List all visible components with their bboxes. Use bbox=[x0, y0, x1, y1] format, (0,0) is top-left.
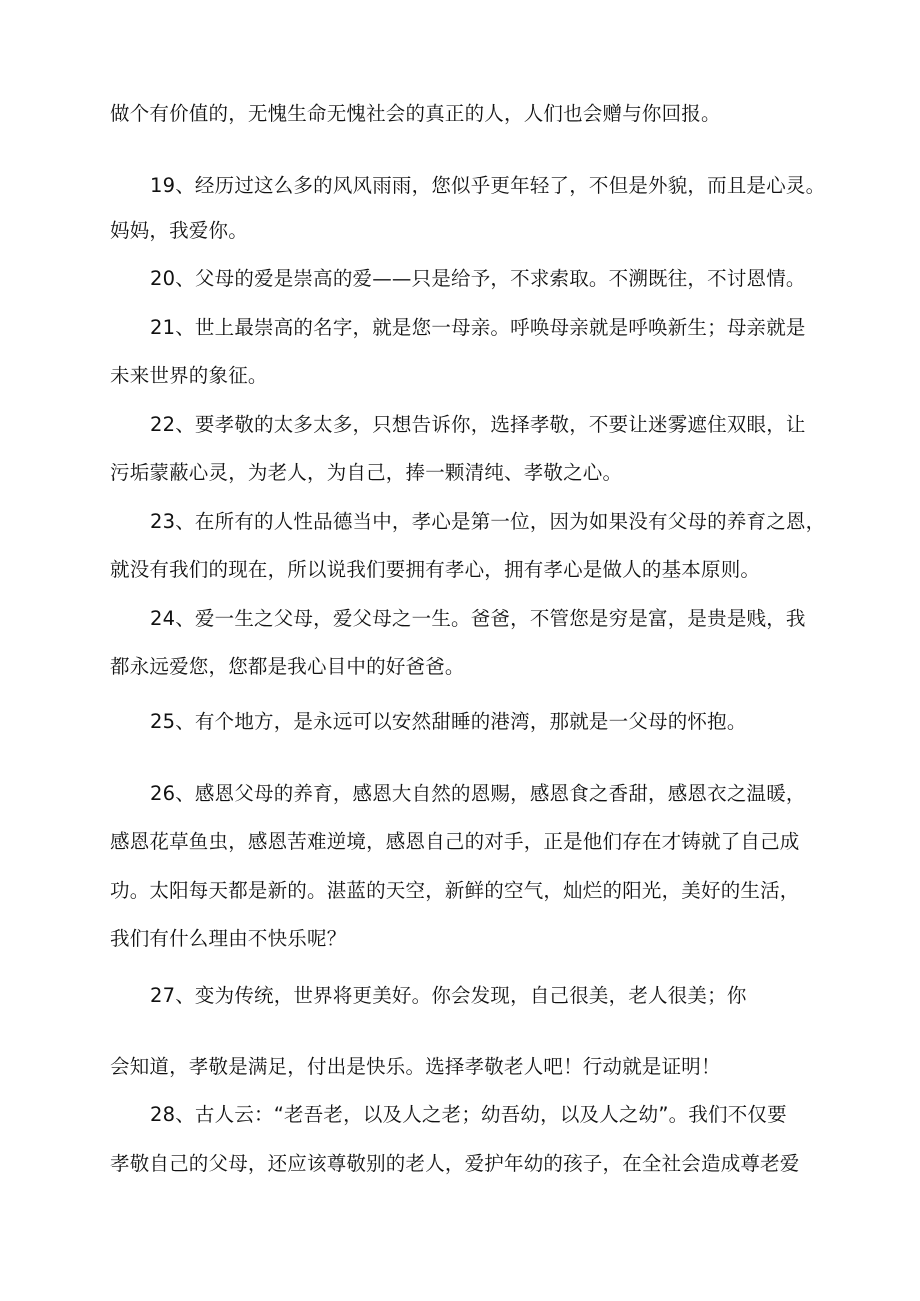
text-line: 感恩花草鱼虫，感恩苦难逆境，感恩自己的对手，正是他们存在才铸就了自己成 bbox=[110, 830, 800, 853]
text-line: 19、经历过这么多的风风雨雨，您似乎更年轻了，不但是外貌，而且是心灵。 bbox=[150, 174, 826, 197]
text-line: 我们有什么理由不快乐呢？ bbox=[110, 927, 347, 950]
text-line: 孝敬自己的父母，还应该尊敬别的老人，爱护年幼的孩子，在全社会造成尊老爱 bbox=[110, 1152, 800, 1175]
text-line: 20、父母的爱是崇高的爱——只是给予，不求索取。不溯既往，不讨恩情。 bbox=[150, 267, 806, 290]
text-line: 污垢蒙蔽心灵，为老人，为自己，捧一颗清纯、孝敬之心。 bbox=[110, 461, 623, 484]
text-line: 24、爱一生之父母，爱父母之一生。爸爸，不管您是穷是富，是贵是贱，我 bbox=[150, 607, 806, 630]
text-line: 功。太阳每天都是新的。湛蓝的天空，新鲜的空气，灿烂的阳光，美好的生活， bbox=[110, 879, 800, 902]
text-line: 28、古人云：“老吾老，以及人之老；幼吾幼，以及人之幼”。我们不仅要 bbox=[150, 1103, 787, 1126]
text-line: 妈妈，我爱你。 bbox=[110, 219, 248, 242]
text-line: 22、要孝敬的太多太多，只想告诉你，选择孝敬，不要让迷雾遮住双眼，让 bbox=[150, 413, 806, 436]
text-line: 25、有个地方，是永远可以安然甜睡的港湾，那就是一父母的怀抱。 bbox=[150, 710, 747, 733]
text-line: 就没有我们的现在，所以说我们要拥有孝心，拥有孝心是做人的基本原则。 bbox=[110, 558, 761, 581]
text-line: 21、世上最崇高的名字，就是您一母亲。呼唤母亲就是呼唤新生；母亲就是 bbox=[150, 316, 806, 339]
text-line: 做个有价值的，无愧生命无愧社会的真正的人，人们也会赠与你回报。 bbox=[110, 102, 721, 125]
text-line: 会知道，孝敬是满足，付出是快乐。选择孝敬老人吧！行动就是证明！ bbox=[110, 1055, 721, 1078]
text-line: 未来世界的象征。 bbox=[110, 364, 268, 387]
text-line: 27、变为传统，世界将更美好。你会发现，自己很美，老人很美；你 bbox=[150, 984, 747, 1007]
text-line: 26、感恩父母的养育，感恩大自然的恩赐，感恩食之香甜，感恩衣之温暖， bbox=[150, 782, 806, 805]
text-line: 23、在所有的人性品德当中，孝心是第一位，因为如果没有父母的养育之恩， bbox=[150, 510, 826, 533]
text-line: 都永远爱您，您都是我心目中的好爸爸。 bbox=[110, 655, 465, 678]
